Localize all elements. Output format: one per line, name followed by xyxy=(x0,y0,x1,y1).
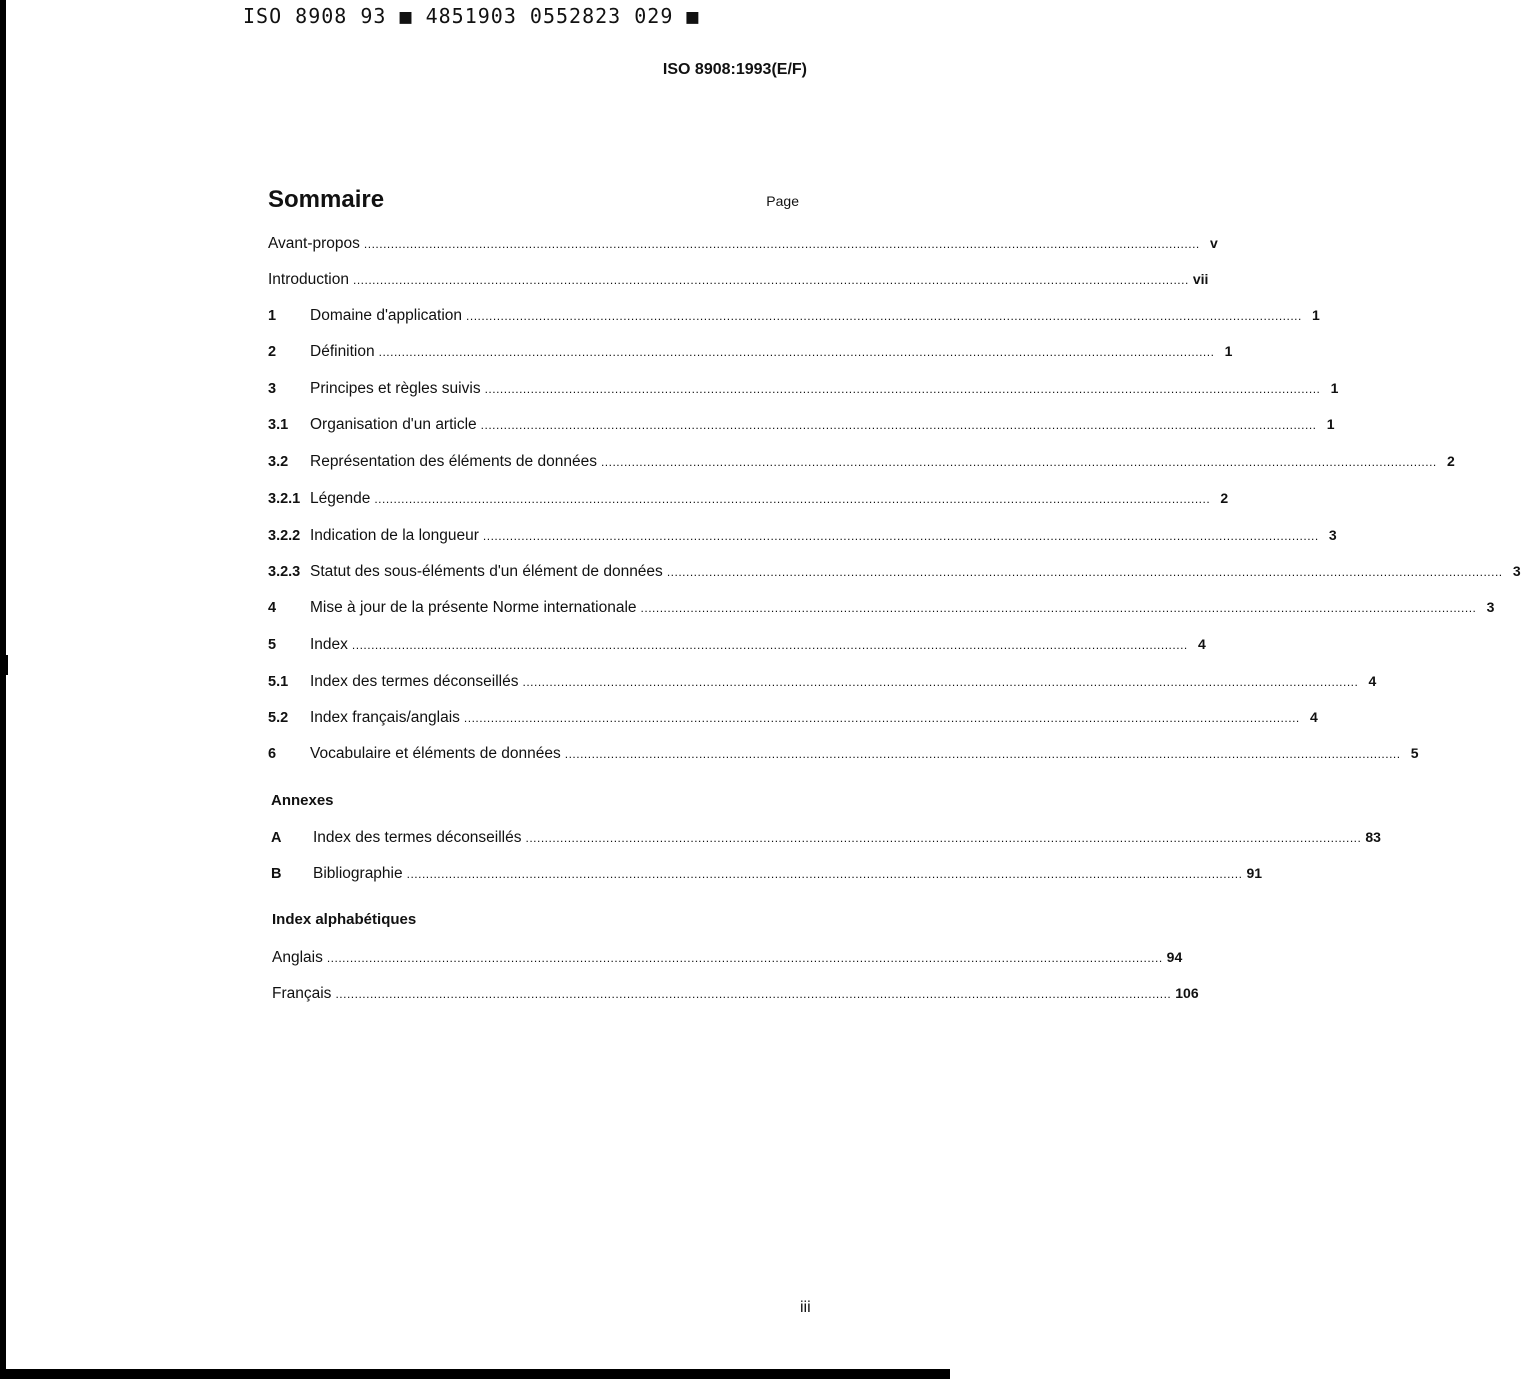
toc-entry xyxy=(268,524,1337,546)
toc-entry-title: Indication de la longueur xyxy=(310,527,479,544)
toc-entry-number: 3.2.1 xyxy=(268,491,301,507)
toc-entry-page: vii xyxy=(1192,271,1209,287)
index-page: 94 xyxy=(1166,949,1183,965)
dot-leader: .......................................................................................................................................................................................................................... xyxy=(525,831,1362,845)
annex-entry xyxy=(271,826,1381,848)
toc-entry-number: 4 xyxy=(268,600,277,616)
toc-entry-page: 1 xyxy=(1312,307,1320,323)
index-heading: Index alphabétiques xyxy=(272,911,417,928)
index-title: Français xyxy=(272,985,332,1002)
document-identifier: ISO 8908:1993(E/F) xyxy=(662,61,807,78)
dot-leader: .......................................................................................................................................................................................................................... xyxy=(378,345,1215,359)
toc-entry-page: 1 xyxy=(1224,343,1233,359)
index-entry xyxy=(272,946,1183,968)
toc-entry-page: 3 xyxy=(1486,599,1495,615)
toc-entry xyxy=(268,633,1206,655)
annex-letter: B xyxy=(271,866,282,882)
toc-entry-title: Représentation des éléments de données xyxy=(310,453,597,470)
dot-leader: .......................................................................................................................................................................................................................... xyxy=(600,455,1437,469)
toc-entry-title: Index français/anglais xyxy=(310,709,460,726)
toc-entry-page: 2 xyxy=(1220,490,1229,506)
toc-entry-number: 1 xyxy=(268,308,277,324)
dot-leader: .......................................................................................................................................................................................................................... xyxy=(466,309,1302,323)
toc-entry-number: 2 xyxy=(268,344,277,360)
dot-leader: .......................................................................................................................................................................................................................... xyxy=(640,601,1477,615)
toc-entry-title: Introduction xyxy=(268,271,349,288)
toc-entry xyxy=(268,450,1455,472)
scan-border-bottom xyxy=(0,1369,950,1379)
toc-entry xyxy=(268,670,1377,692)
toc-entry xyxy=(268,487,1229,509)
dot-leader: .......................................................................................................................................................................................................................... xyxy=(374,492,1211,506)
dot-leader: .......................................................................................................................................................................................................................... xyxy=(463,711,1300,725)
dot-leader: .......................................................................................................................................................................................................................... xyxy=(564,747,1401,761)
toc-entry-page: 5 xyxy=(1410,745,1419,761)
toc-entry-number: 5.2 xyxy=(268,710,289,726)
toc-entry xyxy=(268,232,1218,254)
toc-title: Sommaire xyxy=(268,186,385,213)
annex-title: Bibliographie xyxy=(313,865,403,882)
annex-entry xyxy=(271,862,1263,884)
dot-leader: .......................................................................................................................................................................................................................... xyxy=(406,867,1243,881)
toc-entry-page: 3 xyxy=(1512,563,1521,579)
toc-entry-page: 4 xyxy=(1368,673,1377,689)
page-number: iii xyxy=(800,1299,811,1316)
toc-entry-title: Mise à jour de la présente Norme internationale xyxy=(310,599,637,616)
toc-entry-number: 3.2.2 xyxy=(268,528,301,544)
toc-entry-number: 3.2 xyxy=(268,454,289,470)
annex-letter: A xyxy=(271,830,282,846)
annexes-heading: Annexes xyxy=(271,792,334,809)
dot-leader: .......................................................................................................................................................................................................................... xyxy=(482,529,1319,543)
dot-leader: .......................................................................................................................................................................................................................... xyxy=(326,951,1163,965)
toc-entry xyxy=(268,268,1209,290)
dot-leader: .......................................................................................................................................................................................................................... xyxy=(335,987,1172,1001)
toc-entry-page: 2 xyxy=(1446,453,1455,469)
annex-page: 91 xyxy=(1246,865,1263,881)
toc-entry-page: v xyxy=(1209,235,1218,251)
scan-header-code: ISO 8908 93 ■ 4851903 0552823 029 ■ xyxy=(243,4,700,28)
dot-leader: .......................................................................................................................................................................................................................... xyxy=(666,565,1503,579)
toc-entry-title: Organisation d'un article xyxy=(310,416,477,433)
toc-entry-title: Légende xyxy=(310,490,371,507)
toc-entry-title: Principes et règles suivis xyxy=(310,380,481,397)
toc-entry-number: 3.1 xyxy=(268,417,289,433)
toc-entry xyxy=(268,596,1495,618)
toc-entry xyxy=(268,560,1521,582)
toc-entry xyxy=(268,742,1419,764)
toc-entry-title: Vocabulaire et éléments de données xyxy=(310,745,561,762)
dot-leader: .......................................................................................................................................................................................................................... xyxy=(353,273,1189,287)
toc-entry-page: 3 xyxy=(1328,527,1337,543)
dot-leader: .......................................................................................................................................................................................................................... xyxy=(351,638,1188,652)
toc-entry-title: Index xyxy=(310,636,348,653)
toc-entry-title: Définition xyxy=(310,343,375,360)
toc-entry-number: 6 xyxy=(268,746,277,762)
scan-margin-mark xyxy=(6,655,8,675)
toc-entry-page: 1 xyxy=(1330,380,1339,396)
index-title: Anglais xyxy=(272,949,323,966)
scan-border-left xyxy=(0,0,6,1379)
index-page: 106 xyxy=(1175,985,1199,1001)
toc-entry-title: Statut des sous-éléments d'un élément de données xyxy=(310,563,663,580)
toc-entry-number: 3.2.3 xyxy=(268,564,301,580)
toc-entry-number: 5 xyxy=(268,637,277,653)
toc-entry-number: 3 xyxy=(268,381,277,397)
toc-entry-page: 4 xyxy=(1197,636,1206,652)
toc-entry xyxy=(268,413,1335,435)
index-entry xyxy=(272,982,1199,1004)
toc-entry xyxy=(268,377,1339,399)
dot-leader: .......................................................................................................................................................................................................................... xyxy=(363,237,1200,251)
toc-entry-page: 1 xyxy=(1326,416,1335,432)
toc-entry-number: 5.1 xyxy=(268,674,289,690)
toc-entry xyxy=(268,304,1320,326)
annex-title: Index des termes déconseillés xyxy=(313,829,522,846)
toc-entry-page: 4 xyxy=(1309,709,1318,725)
page-column-label: Page xyxy=(766,193,799,209)
toc-entry xyxy=(268,706,1318,728)
toc-entry xyxy=(268,340,1233,362)
toc-entry-title: Avant-propos xyxy=(268,235,360,252)
toc-entry-title: Index des termes déconseillés xyxy=(310,673,519,690)
dot-leader: .......................................................................................................................................................................................................................... xyxy=(522,675,1359,689)
dot-leader: .......................................................................................................................................................................................................................... xyxy=(480,418,1317,432)
annex-page: 83 xyxy=(1365,829,1381,845)
dot-leader: .......................................................................................................................................................................................................................... xyxy=(484,382,1321,396)
toc-entry-title: Domaine d'application xyxy=(310,307,463,324)
